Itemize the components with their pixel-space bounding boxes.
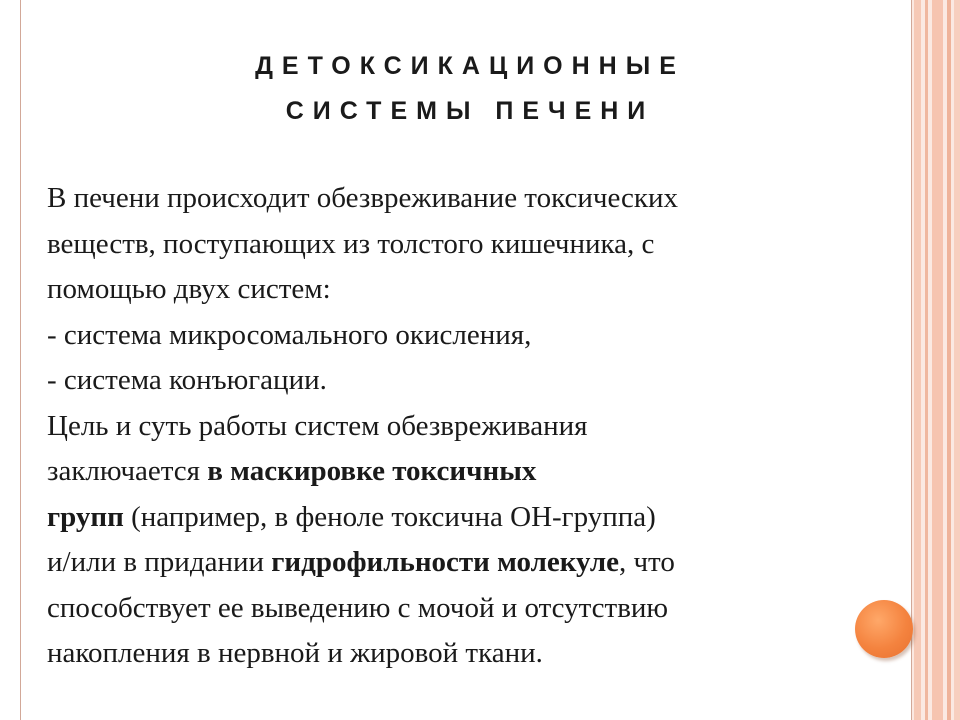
text-fragment: , что [618,546,675,578]
text-line: помощью двух систем: [47,273,331,305]
text-line: накопления в нервной и жировой ткани. [47,637,543,669]
text-line [47,449,877,495]
stripe [954,0,960,720]
bold-fragment: в маскировке токсичных [207,455,537,487]
text-fragment: (например, в феноле токсична ОН-группа) [123,500,656,533]
text-line: веществ, поступающих из толстого кишечника, с [47,227,655,260]
stripe [947,0,951,720]
title-line-1: ДЕТОКСИКАЦИОННЫЕ [255,52,685,80]
body-text [47,176,877,677]
decorative-stripes [912,0,960,720]
bold-fragment: групп [47,500,124,533]
slide-title [120,44,820,134]
stripe [914,0,921,720]
text-line [47,540,877,586]
stripe [932,0,943,720]
list-item-conjugation: - система конъюгации. [47,364,327,396]
text-fragment: заключается [47,455,208,487]
text-fragment: и/или в придании [47,546,272,578]
text-line [47,495,877,541]
list-item-microsomal-oxidation: - система микросомального окисления, [47,318,532,351]
bold-fragment: гидрофильности молекуле [271,546,619,578]
text-line: способствует ее выведению с мочой и отсутствию [47,591,669,624]
text-line: В печени происходит обезвреживание токсических [47,182,679,214]
stripe [925,0,928,720]
text-line: Цель и суть работы систем обезвреживания [47,409,588,442]
orange-circle-icon [855,600,913,658]
title-line-2: СИСТЕМЫ ПЕЧЕНИ [285,97,655,125]
